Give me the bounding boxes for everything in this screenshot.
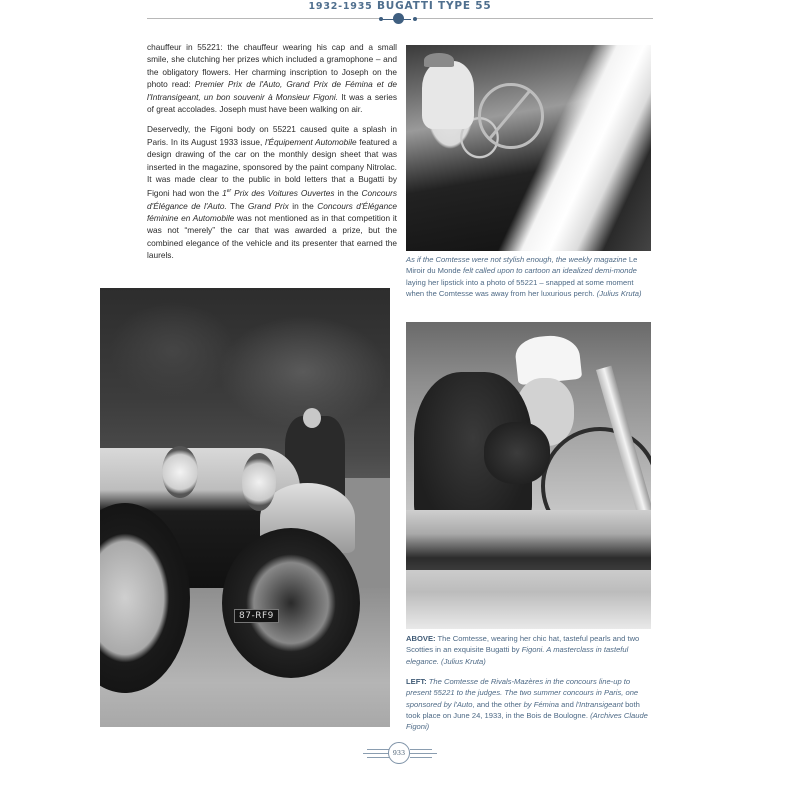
caption1-a: As if the Comtesse were not stylish enough, the weekly magazine	[406, 255, 629, 264]
p2-magazine-title: l'Équipement Automobile	[265, 136, 357, 147]
header-title: BUGATTI TYPE 55	[377, 0, 492, 12]
p2-text-f: in the	[334, 188, 362, 199]
cartoon-hat-shape	[424, 53, 454, 67]
caption1-demimonde: demi-monde	[594, 266, 637, 276]
folio-bar	[367, 757, 389, 758]
caption-above-credit: (Julius Kruta)	[441, 656, 486, 666]
p2-prize-name: Prix des Voitures Ouvertes	[231, 188, 335, 199]
folio-bar	[363, 753, 389, 754]
photo-cartoon-in-bugatti	[406, 45, 651, 251]
steering-wheel-shape	[478, 83, 544, 149]
p2-concours-feminine: Concours d'Élégance féminine en Automobile	[147, 200, 398, 224]
caption-left-femina: by Fémina	[523, 699, 560, 709]
p2-grand-prix: Grand Prix	[247, 200, 289, 211]
photo-bugatti-concours-lineup	[100, 288, 390, 727]
p2-text-a: Deservedly, the Figoni body on 55221 caused quite a splash in Paris. In its August 1933 issue,	[147, 124, 397, 147]
folio-bar	[410, 757, 432, 758]
caption-left-e: and	[559, 699, 576, 709]
folio-bar	[410, 749, 432, 750]
p2-ordinal: 1	[222, 188, 227, 199]
caption-above-label: ABOVE:	[406, 634, 436, 643]
running-header	[0, 0, 800, 12]
header-rule-right	[414, 18, 653, 19]
cartoon-lady-shape	[422, 61, 474, 129]
p2-text-c: featured a design drawing of the car on the monthly design sheet that was inserted in the magazine, sponsored by the paint company Nitrolac. It was made clear to the public in bold letters that a Bugatti by Figoni had won the	[147, 136, 398, 199]
license-plate: 87-RF9	[234, 609, 279, 623]
paragraph-2	[147, 123, 397, 261]
header-ornament-dot	[393, 13, 404, 24]
p2-text-l: was not mentioned as in that competition it was not “merely” the car that was awarded a prize, but the combined elegance of the vehicle and its presenter that earned the laurels.	[147, 213, 397, 261]
car-door-shape	[406, 510, 651, 570]
p2-concours-auto: Concours d'Élégance de l'Auto.	[147, 188, 397, 211]
body-text-column	[147, 41, 397, 270]
caption1-credit: (Julius Kruta)	[596, 288, 642, 298]
p2-text-j: in the	[288, 200, 318, 211]
folio-bar	[367, 749, 389, 750]
caption-left-auto: l'Auto	[453, 699, 473, 709]
caption-left-c: , and the other	[472, 699, 524, 709]
caption-above-figoni: Figoni	[521, 645, 543, 655]
header-ornament-dot-left	[379, 17, 383, 21]
caption-left-g: both took place on June 24, 1933, in the Bois de Boulogne.	[406, 699, 640, 720]
caption-left	[406, 676, 653, 732]
header-ornament-dot-right	[413, 17, 417, 21]
chauffeur-head	[303, 408, 321, 428]
caption1-magazine: Le Miroir du Monde	[406, 255, 638, 276]
caption-above	[406, 633, 653, 667]
caption1-c: felt called upon to cartoon an idealized	[460, 266, 595, 276]
photo-comtesse-with-scotties	[406, 322, 651, 629]
caption-above-a: The Comtesse, wearing her chic hat, tasteful pearls and two Scotties in an exquisite Bugatti by	[406, 634, 640, 655]
caption-left-credit: (Archives Claude Figoni)	[406, 710, 648, 732]
caption-left-label: LEFT:	[406, 677, 427, 686]
headlamp-left	[162, 446, 198, 498]
car-wheel-right	[222, 528, 360, 678]
header-rule-left	[147, 18, 382, 19]
p2-ordinal-sup: er	[226, 188, 232, 195]
caption1-e: laying her lipstick into a photo of 55221 – snapped at some moment when the Comtesse was away from her luxurious perch.	[406, 277, 634, 298]
folio-bar	[410, 753, 437, 754]
caption-top-right	[406, 254, 653, 299]
headlamp-right	[242, 453, 276, 511]
caption-left-a: The Comtesse de Rivals-Mazères in the concours line-up to present 55221 to the judges. The two summer concours in Paris, one sponsored by	[406, 677, 639, 709]
p1-text-c: It was a series of great accolades. Joseph must have been walking on air.	[147, 91, 397, 115]
scottie-dog-back	[484, 422, 550, 484]
caption-left-intransigeant: l'Intransigeant	[575, 699, 623, 709]
p2-text-h: The	[226, 200, 248, 211]
p1-inscription: Premier Prix de l'Auto, Grand Prix de Fémina et de l'Intransigeant, un bon souvenir à Monsieur Figoni.	[147, 79, 397, 102]
p1-text-a: chauffeur in 55221: the chauffeur wearing his cap and a small smile, she clutching her prizes which included a gramophone – and the obligatory flowers. Her charming inscription to Joseph on the photo read:	[147, 42, 397, 90]
header-years: 1932-1935	[308, 1, 373, 12]
caption-above-c: . A masterclass in tasteful elegance.	[406, 645, 629, 666]
page-number: 933	[388, 742, 410, 764]
paragraph-1	[147, 41, 397, 115]
page-folio	[363, 741, 437, 765]
